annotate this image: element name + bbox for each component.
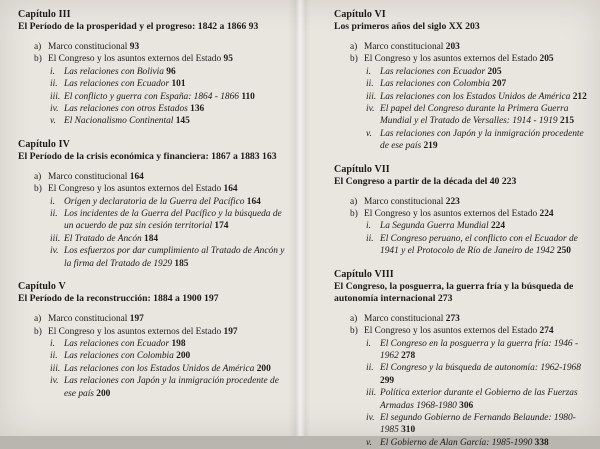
item-marker: ii. bbox=[366, 233, 374, 244]
item-text: Marco constitucional bbox=[48, 314, 128, 325]
item-text: Origen y declaratoria de la Guerra del Pacífico bbox=[64, 196, 245, 207]
toc-item bbox=[334, 208, 592, 220]
item-text: Los incidentes de la Guerra del Pacífico y la búsqueda de un acuerdo de paz sin cesión territorial bbox=[64, 209, 282, 232]
chapter-5 bbox=[18, 281, 288, 400]
toc-item bbox=[18, 350, 288, 362]
chapter-page-number: 163 bbox=[262, 150, 277, 162]
item-text: Las relaciones con Japón y la inmigración procedente de ese país bbox=[380, 128, 584, 152]
item-text: Las relaciones con los Estados Unidos de América bbox=[64, 363, 255, 374]
item-text: El Congreso y los asuntos externos del Estado bbox=[48, 54, 222, 65]
toc-item bbox=[334, 233, 592, 258]
chapter-8 bbox=[334, 269, 592, 449]
chapter-label: Capítulo IV bbox=[18, 138, 70, 150]
item-page-number: 250 bbox=[556, 246, 571, 257]
item-marker: iii. bbox=[366, 388, 377, 399]
item-text: Las relaciones con Japón y la inmigración procedente de ese país bbox=[64, 376, 279, 399]
item-marker: a) bbox=[350, 42, 358, 52]
chapter-page-number: 223 bbox=[501, 175, 517, 187]
toc-item bbox=[18, 41, 288, 53]
item-page-number: 164 bbox=[223, 184, 238, 195]
item-page-number: 207 bbox=[492, 79, 507, 90]
toc-item bbox=[334, 53, 592, 65]
item-page-number: 185 bbox=[174, 258, 189, 269]
item-page-number: 306 bbox=[459, 400, 474, 411]
toc-item bbox=[18, 245, 288, 270]
item-text: Las relaciones con Bolivia bbox=[64, 66, 164, 77]
item-marker: v. bbox=[50, 116, 56, 127]
item-text: Las relaciones con Colombia bbox=[380, 79, 490, 90]
item-marker: b) bbox=[350, 54, 358, 65]
item-marker: i. bbox=[50, 66, 55, 77]
item-text: Marco constitucional bbox=[364, 42, 444, 52]
chapter-page-number: 93 bbox=[248, 21, 259, 32]
item-text: El Congreso peruano, el conflicto con el Ecuador de 1941 y el Protocolo de Río de Janeiro de 1942 bbox=[380, 233, 578, 257]
toc-item bbox=[18, 78, 288, 90]
left-page bbox=[0, 0, 300, 436]
item-page-number: 184 bbox=[144, 233, 159, 244]
item-marker: i. bbox=[366, 338, 371, 349]
item-page-number: 101 bbox=[171, 79, 186, 90]
item-page-number: 110 bbox=[241, 91, 255, 102]
item-marker: iv. bbox=[50, 104, 59, 115]
item-page-number: 174 bbox=[214, 221, 229, 232]
chapter-title bbox=[334, 176, 592, 188]
item-marker: b) bbox=[350, 209, 358, 220]
item-text: El papel del Congreso durante la Primera Guerra Mundial y el Tratado de Versalles: 1914 - 1919 bbox=[380, 104, 569, 127]
chapter-title-text: El Congreso a partir de la década del 40 bbox=[334, 175, 500, 187]
toc-item bbox=[334, 41, 592, 53]
item-text: Las relaciones con Colombia bbox=[64, 351, 174, 362]
item-marker: ii. bbox=[366, 79, 374, 90]
toc-item bbox=[334, 313, 592, 325]
item-text: El segundo Gobierno de Fernando Belaunde: 1980-1985 bbox=[380, 412, 576, 436]
chapter-title bbox=[334, 21, 592, 33]
item-text: Marco constitucional bbox=[48, 42, 128, 52]
item-text: El Congreso y los asuntos externos del Estado bbox=[364, 326, 538, 337]
toc-item bbox=[334, 437, 592, 449]
toc-item bbox=[334, 412, 592, 437]
toc-item bbox=[18, 313, 288, 325]
chapter-label: Capítulo VII bbox=[334, 163, 390, 175]
item-page-number: 200 bbox=[176, 351, 191, 362]
item-marker: iii. bbox=[366, 91, 377, 102]
toc-item bbox=[18, 103, 288, 115]
item-page-number: 145 bbox=[175, 116, 190, 127]
toc-item bbox=[18, 66, 288, 78]
toc-item bbox=[18, 233, 288, 245]
item-text: El Gobierno de Alan García: 1985-1990 bbox=[380, 437, 533, 448]
item-text: El Congreso y los asuntos externos del Estado bbox=[364, 54, 538, 65]
chapter-title-text: El Período de la prosperidad y el progreso: 1842 a 1866 bbox=[18, 21, 247, 32]
item-page-number: 198 bbox=[171, 338, 186, 349]
item-marker: iv. bbox=[50, 376, 59, 387]
item-page-number: 224 bbox=[490, 221, 505, 232]
item-page-number: 338 bbox=[534, 437, 549, 448]
item-marker: ii. bbox=[50, 351, 58, 362]
toc-item bbox=[334, 362, 592, 387]
item-marker: iv. bbox=[366, 412, 375, 423]
item-text: Las relaciones con Ecuador bbox=[64, 338, 170, 349]
item-marker: i. bbox=[50, 196, 55, 207]
item-marker: ii. bbox=[50, 79, 58, 90]
toc-item bbox=[18, 171, 288, 183]
item-page-number: 95 bbox=[223, 54, 233, 65]
toc-item bbox=[334, 91, 592, 103]
item-page-number: 274 bbox=[539, 326, 554, 337]
item-marker: ii. bbox=[366, 363, 374, 374]
toc-item bbox=[334, 325, 592, 337]
toc-item bbox=[334, 387, 592, 412]
item-page-number: 96 bbox=[166, 66, 176, 77]
item-page-number: 278 bbox=[401, 350, 416, 361]
toc-item bbox=[18, 326, 288, 338]
item-page-number: 273 bbox=[445, 313, 460, 324]
item-page-number: 299 bbox=[380, 375, 395, 386]
item-text: El conflicto y guerra con España: 1864 - 1866 bbox=[64, 91, 239, 102]
item-marker: iii. bbox=[50, 91, 61, 102]
chapter-6 bbox=[334, 9, 592, 153]
toc-item bbox=[334, 220, 592, 232]
chapter-title-text: El Congreso, la posguerra, la guerra fría y la búsqueda de autonomía internacional bbox=[334, 280, 574, 304]
item-marker: a) bbox=[350, 196, 358, 207]
toc-item bbox=[18, 375, 288, 400]
item-page-number: 203 bbox=[445, 42, 460, 52]
item-marker: ii. bbox=[50, 209, 58, 220]
item-page-number: 215 bbox=[559, 116, 574, 127]
toc-item bbox=[334, 103, 592, 128]
item-text: La Segunda Guerra Mundial bbox=[380, 221, 489, 232]
item-page-number: 164 bbox=[129, 171, 144, 182]
item-page-number: 212 bbox=[572, 91, 587, 102]
item-marker: a) bbox=[350, 313, 358, 324]
toc-item bbox=[18, 196, 288, 208]
item-marker: iii. bbox=[50, 233, 61, 244]
item-marker: iv. bbox=[366, 104, 375, 115]
chapter-title bbox=[18, 293, 288, 305]
item-text: El Nacionalismo Continental bbox=[64, 116, 174, 127]
item-page-number: 200 bbox=[96, 388, 111, 399]
chapter-label: Capítulo III bbox=[18, 9, 71, 20]
chapter-title-text: El Período de la crisis económica y financiera: 1867 a 1883 bbox=[18, 150, 260, 162]
item-text: El Tratado de Ancón bbox=[64, 233, 142, 244]
item-marker: iv. bbox=[50, 246, 59, 257]
item-text: Los esfuerzos por dar cumplimiento al Tratado de Ancón y la firma del Tratado de 1929 bbox=[64, 246, 285, 269]
toc-item bbox=[18, 115, 288, 127]
item-marker: b) bbox=[34, 54, 42, 65]
item-marker: a) bbox=[34, 314, 42, 325]
item-marker: i. bbox=[366, 221, 371, 232]
toc-item bbox=[18, 53, 288, 65]
item-page-number: 197 bbox=[223, 326, 238, 337]
chapter-title-text: El Período de la reconstrucción: 1884 a 1900 bbox=[18, 293, 202, 305]
toc-item bbox=[18, 208, 288, 233]
item-text: Marco constitucional bbox=[48, 171, 128, 182]
item-marker: b) bbox=[34, 326, 42, 337]
chapter-7 bbox=[334, 164, 592, 258]
item-page-number: 205 bbox=[487, 66, 502, 77]
chapter-3 bbox=[18, 9, 288, 128]
item-text: Política exterior durante el Gobierno de las Fuerzas Armadas 1968-1980 bbox=[380, 388, 578, 411]
toc-item bbox=[18, 338, 288, 350]
item-text: Las relaciones con Ecuador bbox=[380, 66, 486, 77]
chapter-page-number: 273 bbox=[437, 292, 453, 304]
item-page-number: 164 bbox=[246, 196, 261, 207]
item-page-number: 219 bbox=[423, 141, 438, 152]
chapter-title bbox=[18, 21, 288, 33]
item-text: Marco constitucional bbox=[364, 196, 444, 207]
item-page-number: 310 bbox=[401, 425, 416, 436]
chapter-label: Capítulo VIII bbox=[334, 268, 394, 280]
item-marker: a) bbox=[34, 171, 42, 182]
item-text: El Congreso en la posguerra y la guerra fría: 1946 - 1962 bbox=[380, 338, 579, 361]
item-marker: b) bbox=[350, 326, 358, 337]
toc-item bbox=[334, 128, 592, 153]
toc-item bbox=[334, 338, 592, 363]
item-page-number: 197 bbox=[129, 314, 144, 325]
toc-item bbox=[18, 91, 288, 103]
chapter-4 bbox=[18, 139, 288, 270]
chapter-title bbox=[334, 281, 592, 305]
toc-item bbox=[18, 363, 288, 375]
chapter-page-number: 203 bbox=[465, 21, 480, 32]
toc-item bbox=[18, 183, 288, 195]
chapter-page-number: 197 bbox=[204, 293, 219, 305]
item-text: Las relaciones con los Estados Unidos de América bbox=[380, 91, 571, 102]
item-page-number: 136 bbox=[190, 104, 205, 115]
item-text: El Congreso y los asuntos externos del Estado bbox=[48, 184, 222, 195]
item-page-number: 223 bbox=[445, 196, 460, 207]
chapter-title-text: Los primeros años del siglo XX bbox=[334, 21, 463, 32]
toc-item bbox=[334, 66, 592, 78]
item-marker: v. bbox=[366, 128, 372, 139]
item-marker: iii. bbox=[50, 363, 61, 374]
item-text: Las relaciones con otros Estados bbox=[64, 104, 188, 115]
item-text: Marco constitucional bbox=[364, 313, 444, 324]
chapter-title bbox=[18, 151, 288, 163]
item-text: Las relaciones con Ecuador bbox=[64, 79, 170, 90]
item-text: El Congreso y la búsqueda de autonomía: 1962-1968 bbox=[380, 363, 581, 374]
item-marker: b) bbox=[34, 184, 42, 195]
item-marker: a) bbox=[34, 42, 42, 52]
toc-item bbox=[334, 78, 592, 90]
item-page-number: 205 bbox=[539, 54, 554, 65]
item-marker: i. bbox=[50, 338, 55, 349]
item-marker: i. bbox=[366, 66, 371, 77]
item-marker: v. bbox=[366, 437, 372, 448]
item-text: El Congreso y los asuntos externos del Estado bbox=[364, 209, 538, 220]
item-page-number: 224 bbox=[539, 209, 554, 220]
right-page bbox=[300, 0, 600, 448]
toc-item bbox=[334, 196, 592, 208]
item-text: El Congreso y los asuntos externos del Estado bbox=[48, 326, 222, 337]
item-page-number: 93 bbox=[129, 42, 140, 52]
chapter-label: Capítulo VI bbox=[334, 9, 386, 20]
item-page-number: 200 bbox=[256, 363, 271, 374]
chapter-label: Capítulo V bbox=[18, 281, 66, 293]
